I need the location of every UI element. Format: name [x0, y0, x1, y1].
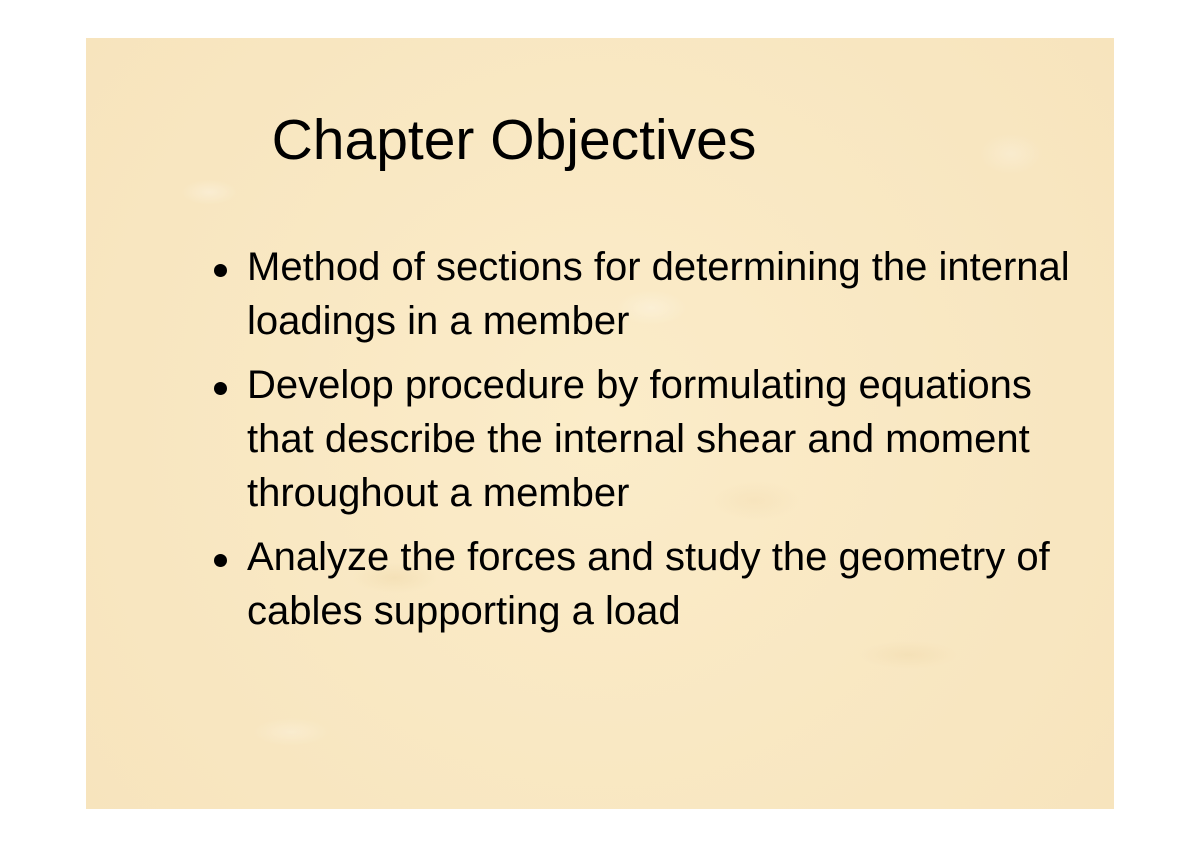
objective-item [210, 240, 1090, 348]
objectives-list [210, 240, 1090, 648]
objective-text: Develop procedure by formulating equations that describe the internal shear and moment throughout a member [247, 363, 1032, 515]
objective-item [210, 530, 1090, 638]
bullet-icon [214, 264, 227, 277]
objective-item [210, 358, 1090, 520]
slide-title: Chapter Objectives [271, 108, 757, 172]
objective-text: Method of sections for determining the internal loadings in a member [247, 245, 1070, 343]
bullet-icon [214, 554, 227, 567]
slide [86, 38, 1114, 809]
objective-text: Analyze the forces and study the geometry of cables supporting a load [247, 535, 1050, 633]
bullet-icon [214, 382, 227, 395]
